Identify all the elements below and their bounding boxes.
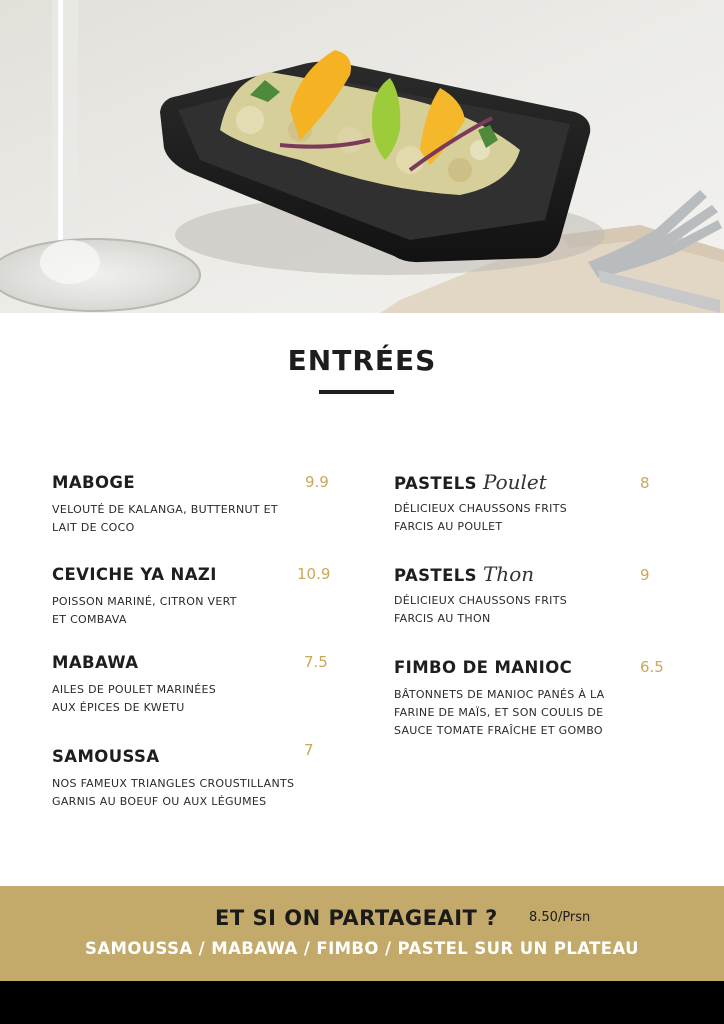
item-description: DÉLICIEUX CHAUSSONS FRITS FARCIS AU THON bbox=[394, 594, 568, 625]
item-description: DÉLICIEUX CHAUSSONS FRITS FARCIS AU POULET bbox=[394, 502, 568, 533]
banner-price: 8.50/Prsn bbox=[529, 910, 591, 925]
banner-title: ET SI ON PARTAGEAIT ? bbox=[215, 906, 498, 930]
section-title: ENTRÉES bbox=[287, 344, 437, 377]
item-name: MABOGE bbox=[52, 473, 136, 492]
item-name-script: Thon bbox=[482, 562, 535, 586]
item-price: 10.9 bbox=[297, 565, 331, 583]
item-description: POISSON MARINÉ, CITRON VERT ET COMBAVA bbox=[52, 595, 237, 626]
item-price: 9 bbox=[640, 566, 650, 584]
sharing-banner bbox=[0, 886, 724, 981]
footer-bar bbox=[0, 981, 724, 1024]
hero-photo bbox=[0, 0, 724, 313]
item-description: BÂTONNETS DE MANIOC PANÉS À LA FARINE DE MAÏS, ET SON COULIS DE SAUCE TOMATE FRAÎCHE ET GOMBO bbox=[394, 688, 605, 737]
item-price: 9.9 bbox=[305, 473, 329, 491]
dish-photo-illustration bbox=[0, 0, 724, 313]
item-description: VELOUTÉ DE KALANGA, BUTTERNUT ET LAIT DE COCO bbox=[52, 503, 278, 534]
title-underline bbox=[319, 390, 394, 394]
item-name: CEVICHE YA NAZI bbox=[52, 565, 217, 584]
banner-subtitle: SAMOUSSA / MABAWA / FIMBO / PASTEL SUR UN PLATEAU bbox=[85, 939, 639, 958]
item-price: 7.5 bbox=[304, 653, 328, 671]
item-description: AILES DE POULET MARINÉES AUX ÉPICES DE KWETU bbox=[52, 683, 217, 714]
item-price: 6.5 bbox=[640, 658, 664, 676]
item-name: MABAWA bbox=[52, 653, 139, 672]
item-price: 7 bbox=[304, 741, 314, 759]
item-name bbox=[394, 562, 534, 586]
item-price: 8 bbox=[640, 474, 650, 492]
item-name-script: Poulet bbox=[482, 470, 547, 494]
item-name: SAMOUSSA bbox=[52, 747, 160, 766]
item-name: FIMBO DE MANIOC bbox=[394, 658, 573, 677]
item-name bbox=[394, 470, 547, 494]
item-name-main: PASTELS bbox=[394, 474, 477, 493]
item-name-main: PASTELS bbox=[394, 566, 477, 585]
item-description: NOS FAMEUX TRIANGLES CROUSTILLANTS GARNIS AU BOEUF OU AUX LÉGUMES bbox=[52, 777, 295, 808]
